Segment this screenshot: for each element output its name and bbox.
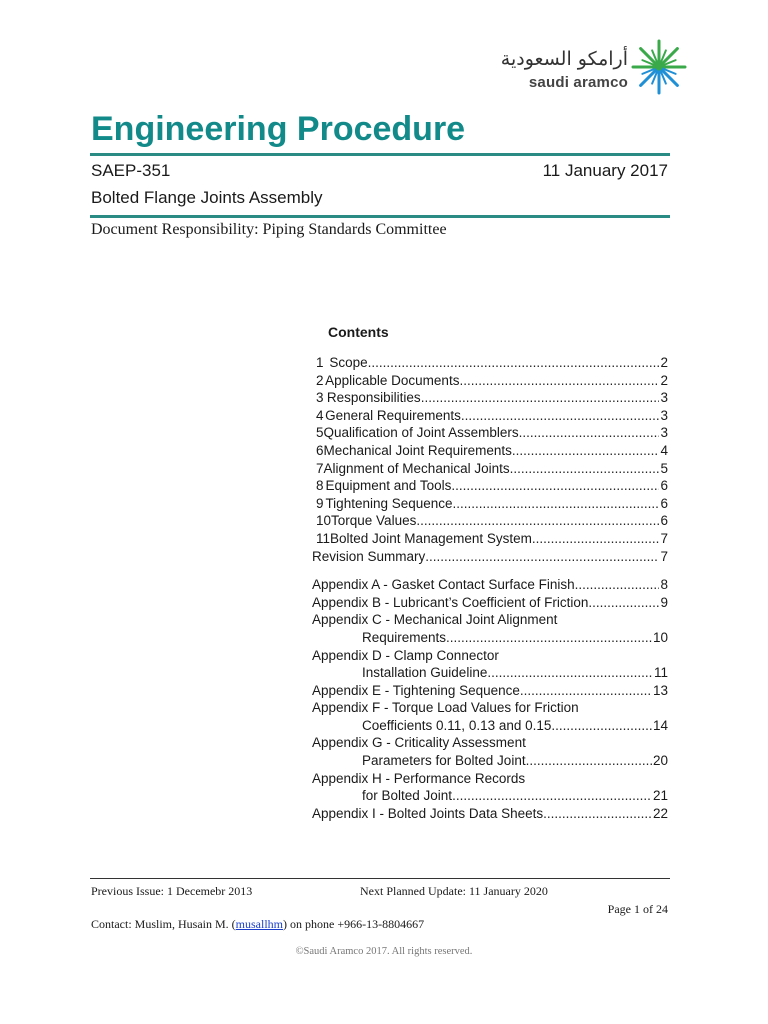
toc-appendix-entry[interactable] bbox=[312, 611, 668, 629]
toc-entry-number: 2 bbox=[316, 372, 324, 388]
contents-heading: Contents bbox=[328, 324, 389, 340]
page-number: Page 1 of 24 bbox=[607, 902, 668, 916]
toc-leader-dots bbox=[512, 442, 660, 460]
toc-entry-text: Appendix D - Clamp Connector bbox=[312, 647, 499, 663]
toc-entry-number: 9 bbox=[316, 495, 324, 511]
toc-entry-number: 10 bbox=[316, 513, 332, 529]
toc-appendix-entry[interactable] bbox=[312, 576, 668, 594]
next-planned-update: Next Planned Update: 11 January 2020 bbox=[360, 884, 548, 898]
toc-entry-text: Appendix F - Torque Load Values for Friction bbox=[312, 700, 579, 716]
toc-entry-page: 22 bbox=[652, 805, 668, 821]
toc-entry-page: 10 bbox=[652, 629, 668, 645]
toc-entry-text: Alignment of Mechanical Joints bbox=[323, 460, 510, 476]
toc-entry-text: Scope bbox=[329, 355, 368, 370]
toc-entry-text-continued: Parameters for Bolted Joint bbox=[362, 753, 526, 769]
toc-entry[interactable] bbox=[312, 495, 668, 513]
document-date: 11 January 2017 bbox=[542, 161, 668, 180]
toc-entry-page: 4 bbox=[660, 442, 668, 458]
footer-divider bbox=[90, 878, 670, 879]
toc-leader-dots bbox=[519, 424, 660, 442]
toc-entry-text: Mechanical Joint Requirements bbox=[323, 442, 512, 458]
document-type-title: Engineering Procedure bbox=[91, 110, 466, 148]
toc-leader-dots bbox=[543, 805, 652, 823]
header-divider-bottom bbox=[90, 215, 670, 218]
toc-entry-page: 5 bbox=[660, 460, 668, 476]
toc-entry[interactable] bbox=[312, 424, 668, 442]
aramco-star-icon bbox=[630, 36, 688, 98]
toc-leader-dots bbox=[532, 530, 660, 548]
toc-leader-dots bbox=[459, 372, 659, 390]
contact-suffix: ) on phone +966-13-8804667 bbox=[283, 917, 425, 931]
toc-leader-dots bbox=[451, 477, 659, 495]
toc-entry[interactable] bbox=[312, 407, 668, 425]
table-of-contents bbox=[312, 354, 668, 822]
toc-leader-dots bbox=[526, 752, 652, 770]
toc-appendix-entry[interactable] bbox=[312, 805, 668, 823]
toc-appendix-entry[interactable] bbox=[312, 594, 668, 612]
toc-appendix-entry[interactable] bbox=[312, 682, 668, 700]
toc-entry-text: Appendix C - Mechanical Joint Alignment bbox=[312, 612, 558, 628]
toc-entry-text: Appendix E - Tightening Sequence bbox=[312, 682, 520, 698]
toc-leader-dots bbox=[416, 512, 659, 530]
toc-leader-dots bbox=[461, 407, 660, 425]
contact-prefix: Contact: Muslim, Husain M. ( bbox=[91, 917, 236, 931]
toc-entry-number: 5 bbox=[316, 425, 324, 441]
toc-entry-page: 2 bbox=[660, 372, 668, 388]
toc-entry[interactable] bbox=[312, 389, 668, 407]
toc-entry-text: General Requirements bbox=[325, 407, 461, 423]
toc-appendix-entry[interactable] bbox=[312, 647, 668, 665]
star-center bbox=[656, 64, 663, 71]
toc-leader-dots bbox=[446, 629, 652, 647]
toc-entry-text: Revision Summary bbox=[312, 548, 426, 564]
logo-arabic-text: أرامكو السعودية bbox=[500, 48, 628, 70]
toc-entry-text-continued: Installation Guideline bbox=[362, 665, 488, 681]
toc-appendix-continuation[interactable] bbox=[312, 629, 668, 647]
toc-entry-page: 6 bbox=[660, 513, 668, 529]
toc-entry-text: Torque Values bbox=[331, 513, 417, 529]
toc-entry-number: 1 bbox=[316, 355, 324, 370]
toc-entry-number: 11 bbox=[316, 530, 331, 546]
toc-appendix-entry[interactable] bbox=[312, 699, 668, 717]
toc-entry-text-continued: for Bolted Joint bbox=[362, 788, 453, 804]
toc-entry[interactable] bbox=[312, 460, 668, 478]
toc-entry-page: 6 bbox=[660, 478, 668, 494]
toc-entry-number: 8 bbox=[316, 478, 324, 494]
toc-entry[interactable] bbox=[312, 372, 668, 390]
toc-entry-page: 20 bbox=[652, 753, 668, 769]
document-responsibility: Document Responsibility: Piping Standards Committee bbox=[91, 221, 447, 238]
toc-entry-page: 3 bbox=[660, 407, 668, 423]
toc-leader-dots bbox=[453, 495, 660, 513]
contact-line bbox=[91, 917, 424, 932]
header-divider-top bbox=[90, 153, 670, 156]
toc-leader-dots bbox=[510, 460, 660, 478]
toc-entry-number: 3 bbox=[316, 390, 324, 406]
toc-entry-page: 6 bbox=[660, 495, 668, 511]
toc-entry-page: 9 bbox=[660, 594, 668, 610]
copyright: ©Saudi Aramco 2017. All rights reserved. bbox=[295, 946, 473, 957]
toc-leader-dots bbox=[368, 354, 660, 372]
contact-email-link[interactable]: musallhm bbox=[235, 917, 284, 931]
toc-entry-page: 21 bbox=[652, 788, 668, 804]
toc-entry-text-continued: Requirements bbox=[362, 629, 447, 645]
toc-entry-page: 3 bbox=[660, 390, 668, 406]
toc-leader-dots bbox=[421, 389, 660, 407]
toc-entry[interactable] bbox=[312, 530, 668, 548]
toc-entry-page: 11 bbox=[653, 665, 668, 681]
toc-leader-dots bbox=[520, 682, 652, 700]
toc-entry-text: Appendix H - Performance Records bbox=[312, 770, 526, 786]
toc-appendix-continuation[interactable] bbox=[312, 664, 668, 682]
toc-appendix-entry[interactable] bbox=[312, 770, 668, 788]
toc-entry-text: Tightening Sequence bbox=[325, 495, 453, 511]
toc-entry-text: Equipment and Tools bbox=[325, 478, 452, 494]
saudi-aramco-logo bbox=[500, 36, 688, 98]
toc-entry-page: 8 bbox=[660, 577, 668, 593]
toc-entry-text-continued: Coefficients 0.11, 0.13 and 0.15 bbox=[362, 717, 552, 733]
logo-english-text: saudi aramco bbox=[528, 74, 628, 91]
toc-entry-text: Appendix G - Criticality Assessment bbox=[312, 735, 526, 751]
toc-entry-text: Responsibilities bbox=[326, 390, 421, 406]
document-number: SAEP-351 bbox=[91, 161, 171, 180]
toc-entry-text: Appendix A - Gasket Contact Surface Finish bbox=[312, 577, 575, 593]
toc-appendix-continuation[interactable] bbox=[312, 717, 668, 735]
toc-leader-dots bbox=[575, 576, 660, 594]
toc-appendix-entry[interactable] bbox=[312, 734, 668, 752]
toc-leader-dots bbox=[452, 787, 652, 805]
toc-appendix-continuation[interactable] bbox=[312, 787, 668, 805]
toc-entry-page: 13 bbox=[652, 682, 668, 698]
toc-entry-text: Appendix B - Lubricant’s Coefficient of Friction bbox=[312, 594, 589, 610]
toc-entry[interactable] bbox=[312, 477, 668, 495]
toc-leader-dots bbox=[425, 548, 659, 566]
toc-entry[interactable] bbox=[312, 354, 668, 372]
toc-entry-text: Applicable Documents bbox=[325, 372, 460, 388]
toc-leader-dots bbox=[588, 594, 659, 612]
toc-entry-number: 4 bbox=[316, 407, 324, 423]
toc-entry-page: 3 bbox=[660, 425, 668, 441]
toc-entry-text: Qualification of Joint Assemblers bbox=[323, 425, 519, 441]
toc-entry-page: 14 bbox=[652, 717, 668, 733]
toc-entry-revision-summary[interactable] bbox=[312, 548, 668, 566]
toc-entry[interactable] bbox=[312, 442, 668, 460]
toc-entry[interactable] bbox=[312, 512, 668, 530]
toc-leader-dots bbox=[551, 717, 652, 735]
previous-issue: Previous Issue: 1 Decemebr 2013 bbox=[91, 884, 253, 898]
toc-entry-number: 6 bbox=[316, 442, 324, 458]
toc-appendix-continuation[interactable] bbox=[312, 752, 668, 770]
toc-entry-number: 7 bbox=[316, 460, 324, 476]
toc-entry-text: Appendix I - Bolted Joints Data Sheets bbox=[312, 805, 544, 821]
document-title: Bolted Flange Joints Assembly bbox=[91, 188, 323, 207]
toc-entry-page: 7 bbox=[660, 530, 668, 546]
toc-entry-page: 2 bbox=[660, 355, 668, 370]
toc-leader-dots bbox=[487, 664, 653, 682]
toc-entry-page: 7 bbox=[660, 548, 668, 564]
toc-entry-text: Bolted Joint Management System bbox=[330, 530, 532, 546]
